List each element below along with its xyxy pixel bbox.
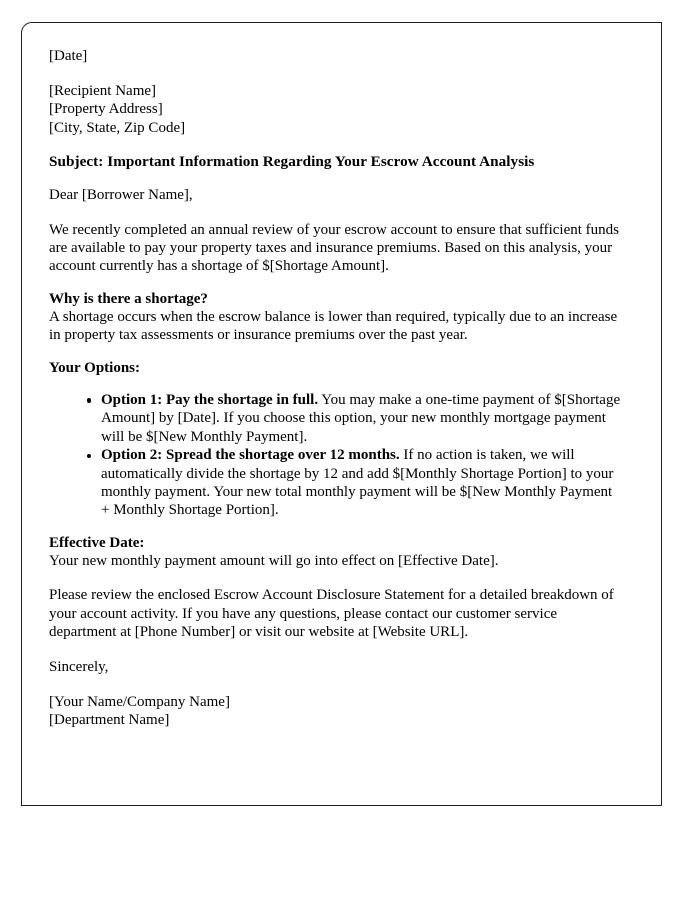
shortage-section-body: A shortage occurs when the escrow balance is lower than required, typically due to an increase in property tax assessments or insurance premiums over the past year. (49, 308, 618, 344)
salutation: Dear [Borrower Name], (49, 187, 193, 204)
spacer-after-signoff (49, 676, 622, 693)
spacer-before-options-list (49, 377, 622, 391)
option-1-lead: Option 1: Pay the shortage in full. (101, 391, 319, 408)
recipient-name: [Recipient Name] (49, 83, 157, 100)
intro-paragraph: We recently completed an annual review of your escrow account to ensure that sufficient funds are available to pay your property taxes and insurance premiums. Based on this analysis, your account currently has a shortage of $[Shortage Amount]. (49, 221, 619, 275)
effective-date-body: Your new monthly payment amount will go into effect on [Effective Date]. (49, 553, 499, 569)
spacer-after-intro (49, 276, 622, 290)
signature-block (49, 693, 622, 729)
signoff: Sincerely, (49, 658, 109, 675)
closing-paragraph: Please review the enclosed Escrow Account Disclosure Statement for a detailed breakdown of your account activity. If you have any questions, please contact our customer service department at [Phone Number] or visit our website at [Website URL]. (49, 587, 614, 641)
bullet-icon (87, 398, 91, 402)
spacer-after-subject (49, 171, 622, 186)
shortage-section-heading: Why is there a shortage? (49, 290, 208, 307)
list-item (87, 446, 622, 520)
option-2-lead: Option 2: Spread the shortage over 12 months. (101, 447, 400, 464)
spacer-after-date (49, 65, 622, 82)
recipient-property-address: [Property Address] (49, 101, 163, 118)
options-section-heading: Your Options: (49, 359, 140, 376)
recipient-city-state-zip: [City, State, Zip Code] (49, 119, 186, 136)
spacer-after-effective-date (49, 570, 622, 586)
spacer-after-shortage-section (49, 345, 622, 359)
letter-content (49, 47, 622, 729)
subject-line: Subject: Important Information Regarding Your Escrow Account Analysis (49, 152, 535, 170)
spacer-after-salutation (49, 205, 622, 221)
list-item (87, 391, 622, 446)
bullet-icon (87, 454, 91, 458)
option-1-body: You may make a one-time payment of $[Shortage Amount] by [Date]. If you choose this option, your new monthly mortgage payment will be $[New Monthly Payment]. (101, 391, 621, 445)
signature-name-company: [Your Name/Company Name] (49, 693, 230, 710)
spacer-after-address (49, 137, 622, 153)
recipient-address-block (49, 82, 622, 137)
date-placeholder: [Date] (49, 48, 88, 64)
spacer-before-signoff (49, 642, 622, 658)
effective-date-heading: Effective Date: (49, 534, 145, 551)
spacer-after-options-list (49, 520, 622, 534)
signature-department: [Department Name] (49, 712, 170, 729)
date-line (49, 47, 622, 65)
options-list (49, 391, 622, 520)
letter-border-frame (21, 22, 662, 806)
option-2-body: If no action is taken, we will automatically divide the shortage by 12 and add $[Monthly Shortage Portion] to your monthly payment. Your new total monthly payment will be $[New Monthly Payment + Monthly Shortage Portion]. (101, 447, 614, 519)
